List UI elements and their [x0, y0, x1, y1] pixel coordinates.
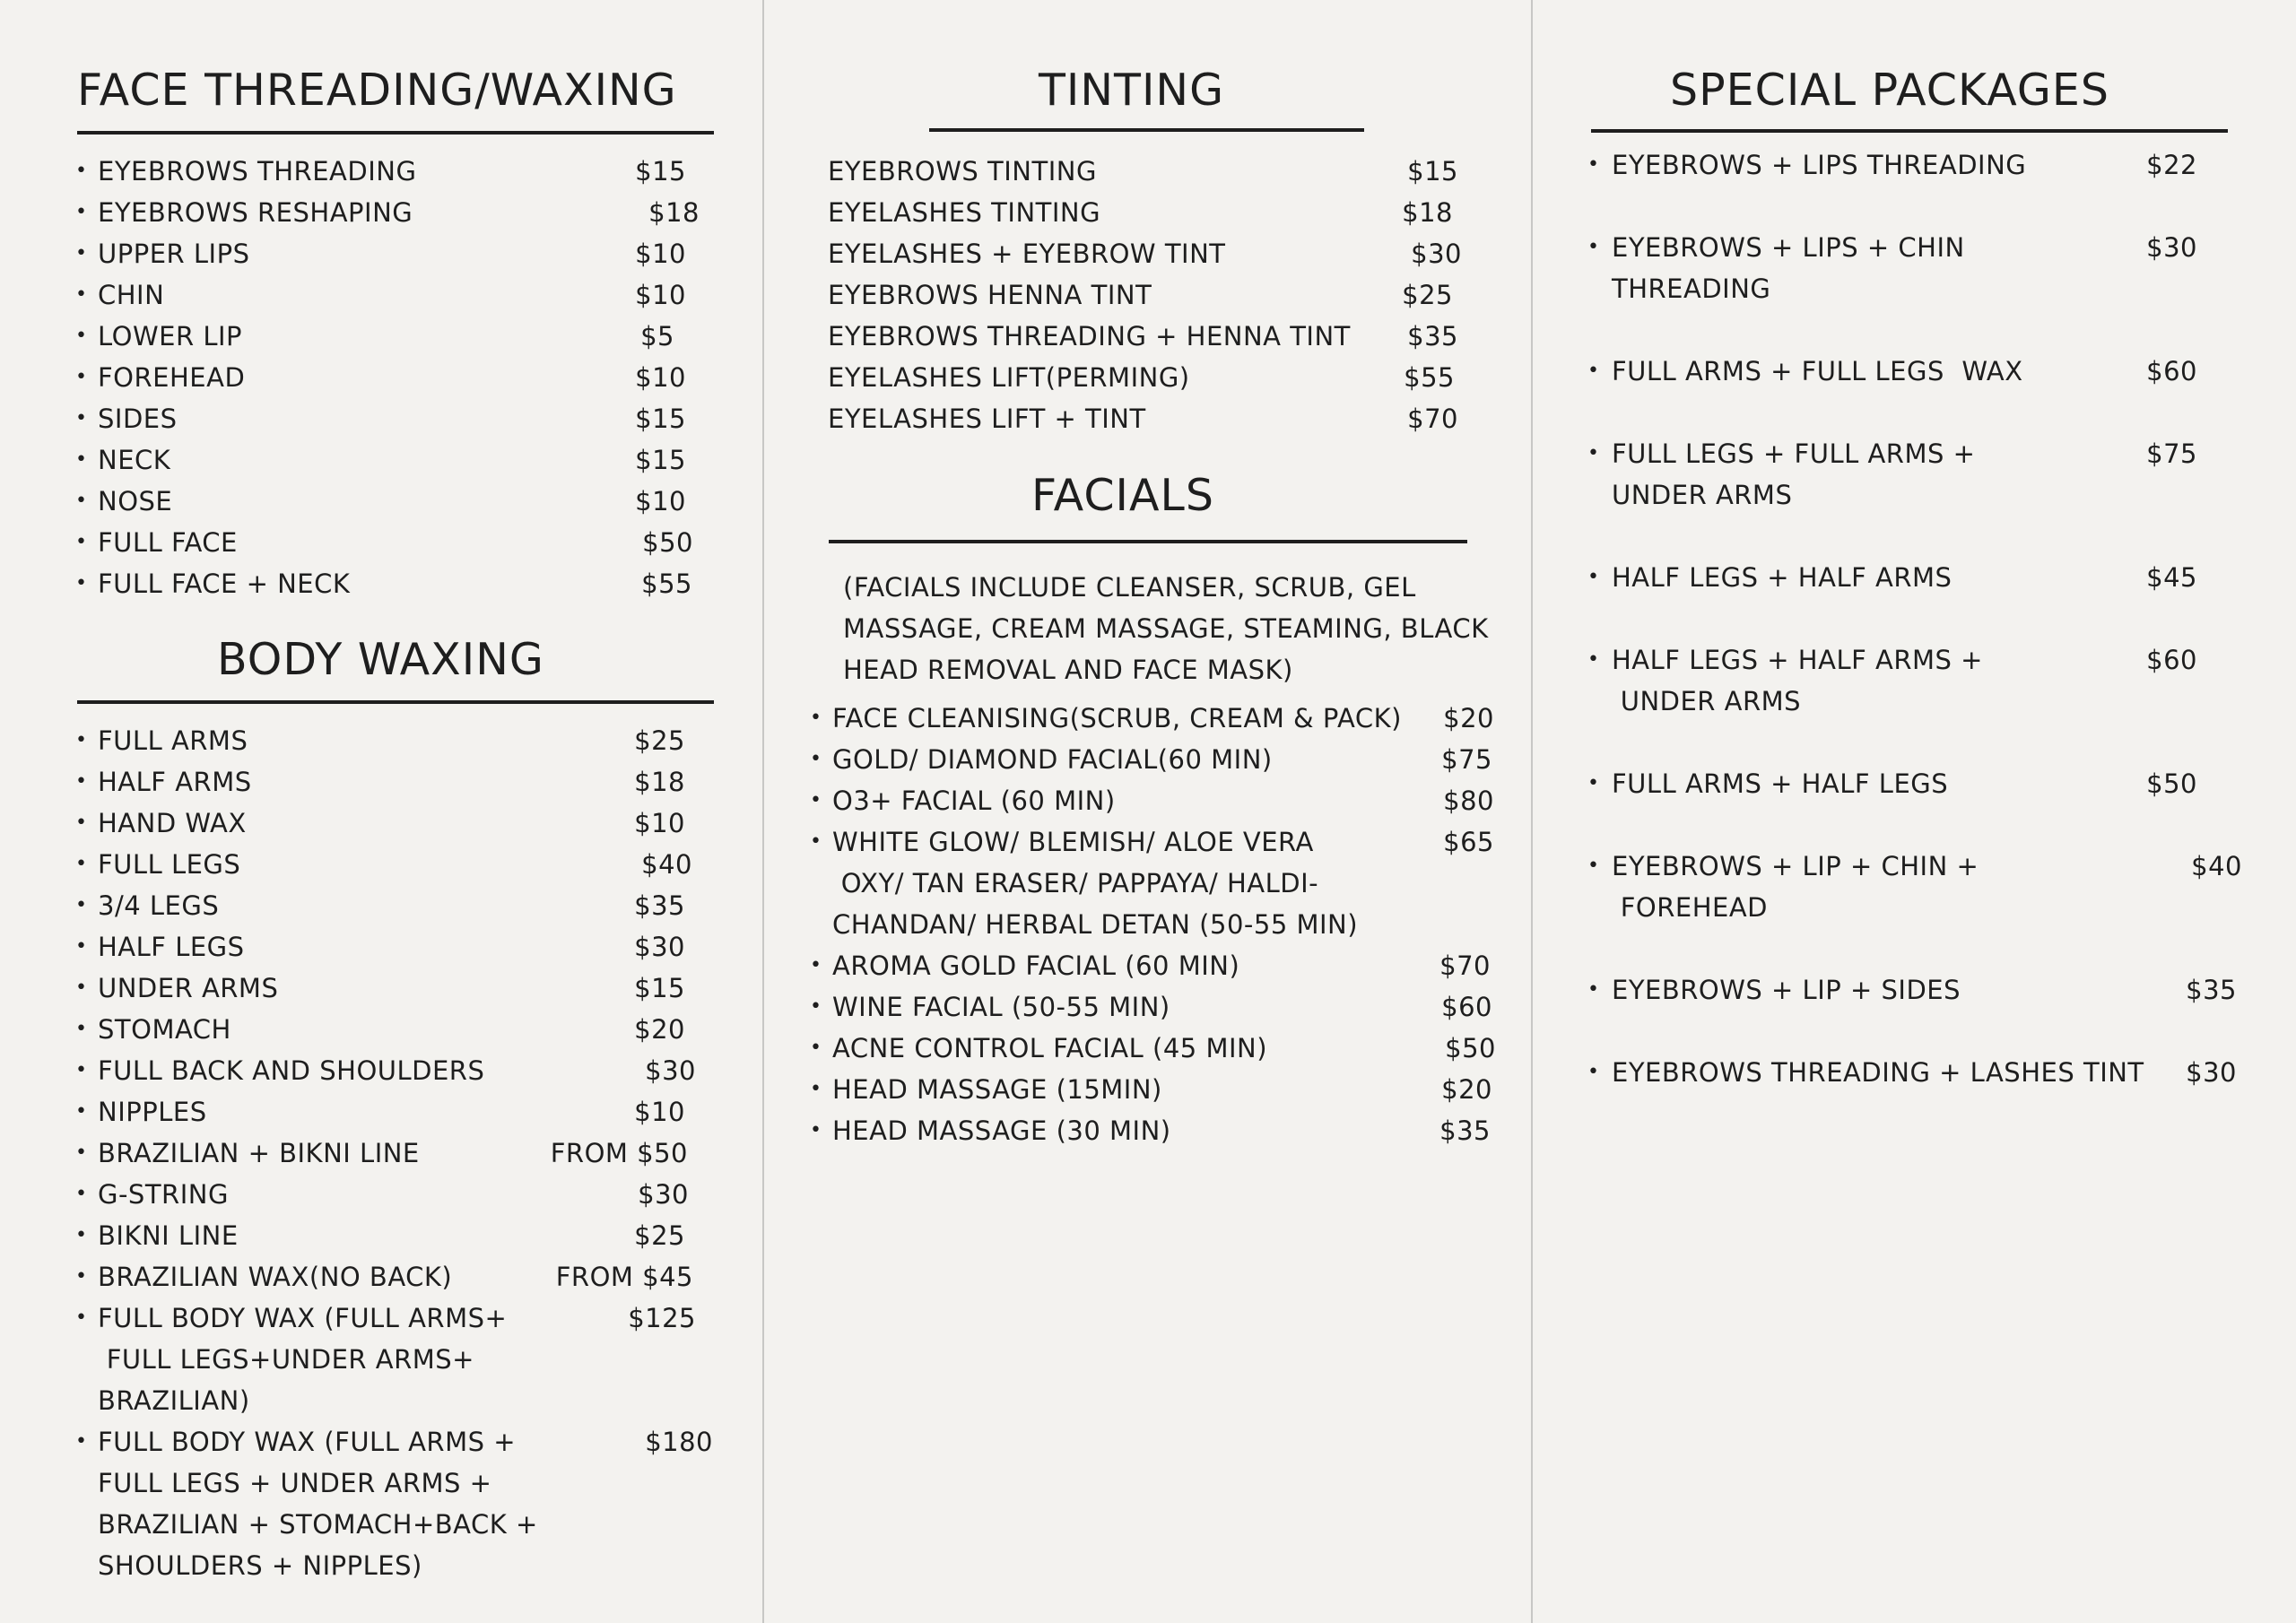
bullet-icon: • — [75, 283, 88, 306]
bullet-icon: • — [75, 1141, 88, 1164]
service-name: FULL LEGS + UNDER ARMS + — [98, 1468, 492, 1498]
service-price: $35 — [2186, 975, 2237, 1005]
service-name: EYELASHES LIFT(PERMING) — [828, 362, 1190, 393]
bullet-icon: • — [75, 770, 88, 793]
service-name: UNDER ARMS — [98, 973, 279, 1003]
service-price: $125 — [628, 1303, 696, 1333]
service-price: $45 — [2146, 562, 2197, 593]
service-price: $20 — [1441, 1074, 1492, 1105]
service-name: HEAD MASSAGE (30 MIN) — [832, 1115, 1171, 1146]
service-price: FROM $50 — [550, 1138, 688, 1168]
bullet-icon: • — [1587, 442, 1600, 464]
service-name: HALF LEGS + HALF ARMS + — [1612, 645, 1983, 675]
service-price: $55 — [641, 568, 692, 599]
service-price: $25 — [634, 725, 685, 756]
column-divider-1 — [762, 0, 764, 1623]
service-price: $70 — [1439, 950, 1491, 981]
service-price: $18 — [634, 767, 685, 797]
bullet-icon: • — [75, 853, 88, 875]
service-price: $35 — [1439, 1115, 1491, 1146]
bullet-icon: • — [75, 1183, 88, 1205]
service-name: NECK — [98, 445, 171, 475]
service-name: BRAZILIAN) — [98, 1385, 250, 1416]
service-price: $15 — [635, 156, 686, 187]
bullet-icon: • — [1587, 566, 1600, 588]
service-name: FULL LEGS — [98, 849, 241, 880]
service-name: UNDER ARMS — [1612, 480, 1793, 510]
service-name: NOSE — [98, 486, 173, 516]
service-name: EYEBROWS THREADING — [98, 156, 417, 187]
service-price: $15 — [634, 973, 685, 1003]
service-name: THREADING — [1612, 273, 1771, 304]
facials-note-line: MASSAGE, CREAM MASSAGE, STEAMING, BLACK — [843, 613, 1489, 644]
service-name: EYEBROWS + LIP + SIDES — [1612, 975, 1961, 1005]
service-price: $25 — [634, 1220, 685, 1251]
service-name: BRAZILIAN + STOMACH+BACK + — [98, 1509, 538, 1540]
bullet-icon: • — [75, 325, 88, 347]
service-price: $65 — [1443, 827, 1494, 857]
service-price: $80 — [1443, 785, 1494, 816]
service-price: $60 — [1441, 992, 1492, 1022]
service-name: FOREHEAD — [1612, 892, 1768, 923]
tinting-section-rule — [929, 128, 1364, 132]
service-name: BIKNI LINE — [98, 1220, 239, 1251]
service-name: EYEBROWS RESHAPING — [98, 197, 413, 228]
service-name: WHITE GLOW/ BLEMISH/ ALOE VERA — [832, 827, 1314, 857]
service-name: HALF LEGS + HALF ARMS — [1612, 562, 1952, 593]
service-price: $30 — [2146, 232, 2197, 263]
service-price: $35 — [1407, 321, 1458, 352]
service-name: BRAZILIAN WAX(NO BACK) — [98, 1262, 453, 1292]
body-section-title: BODY WAXING — [217, 634, 544, 685]
facials-section-rule — [829, 540, 1467, 543]
service-name: WINE FACIAL (50-55 MIN) — [832, 992, 1170, 1022]
facials-note-line: HEAD REMOVAL AND FACE MASK) — [843, 655, 1293, 685]
bullet-icon: • — [75, 407, 88, 430]
service-price: $15 — [635, 445, 686, 475]
service-price: $20 — [1443, 703, 1494, 733]
bullet-icon: • — [75, 1018, 88, 1040]
bullet-icon: • — [1587, 978, 1600, 1001]
bullet-icon: • — [810, 830, 822, 853]
bullet-icon: • — [1587, 153, 1600, 176]
service-price: $10 — [635, 362, 686, 393]
bullet-icon: • — [75, 1430, 88, 1453]
service-price: $10 — [634, 1097, 685, 1127]
facials-note — [843, 567, 1489, 690]
bullet-icon: • — [810, 1037, 822, 1059]
bullet-icon: • — [810, 789, 822, 812]
service-name: EYEBROWS TINTING — [828, 156, 1097, 187]
service-name: UNDER ARMS — [1612, 686, 1802, 716]
service-price: $25 — [1402, 280, 1453, 310]
bullet-icon: • — [1587, 648, 1600, 671]
service-price: FROM $45 — [555, 1262, 693, 1292]
packages-section-title: SPECIAL PACKAGES — [1670, 65, 2109, 116]
bullet-icon: • — [75, 366, 88, 388]
bullet-icon: • — [75, 1224, 88, 1246]
service-name: FULL FACE + NECK — [98, 568, 351, 599]
face-section-rule — [77, 131, 714, 135]
service-name: EYEBROWS THREADING + LASHES TINT — [1612, 1057, 2144, 1088]
service-name: HEAD MASSAGE (15MIN) — [832, 1074, 1162, 1105]
service-name: FULL ARMS — [98, 725, 248, 756]
bullet-icon: • — [75, 729, 88, 751]
service-price: $30 — [2186, 1057, 2237, 1088]
service-price: $40 — [2191, 851, 2242, 881]
service-name: SHOULDERS + NIPPLES) — [98, 1550, 422, 1581]
service-price: $50 — [2146, 768, 2197, 799]
service-name: STOMACH — [98, 1014, 231, 1045]
service-price: $30 — [634, 932, 685, 962]
service-name: FULL ARMS + HALF LEGS — [1612, 768, 1949, 799]
service-price: $10 — [634, 808, 685, 838]
service-name: FOREHEAD — [98, 362, 246, 393]
service-price: $50 — [642, 527, 693, 558]
bullet-icon: • — [75, 531, 88, 553]
bullet-icon: • — [75, 201, 88, 223]
service-price: $75 — [2146, 438, 2197, 469]
bullet-icon: • — [810, 1078, 822, 1100]
service-name: O3+ FACIAL (60 MIN) — [832, 785, 1116, 816]
bullet-icon: • — [75, 1100, 88, 1123]
bullet-icon: • — [810, 995, 822, 1018]
service-name: OXY/ TAN ERASER/ PAPPAYA/ HALDI- — [832, 868, 1319, 898]
bullet-icon: • — [1587, 855, 1600, 877]
service-price: $35 — [634, 890, 685, 921]
service-name: EYELASHES TINTING — [828, 197, 1101, 228]
bullet-icon: • — [810, 1119, 822, 1141]
service-name: 3/4 LEGS — [98, 890, 220, 921]
bullet-icon: • — [810, 954, 822, 976]
service-name: EYEBROWS HENNA TINT — [828, 280, 1152, 310]
service-name: FULL ARMS + FULL LEGS WAX — [1612, 356, 2023, 386]
column-divider-2 — [1531, 0, 1533, 1623]
service-name: EYEBROWS + LIP + CHIN + — [1612, 851, 1979, 881]
facials-note-line: (FACIALS INCLUDE CLEANSER, SCRUB, GEL — [843, 572, 1416, 603]
service-price: $10 — [635, 486, 686, 516]
service-name: EYELASHES LIFT + TINT — [828, 404, 1146, 434]
service-price: $50 — [1445, 1033, 1496, 1063]
service-name: EYEBROWS + LIPS THREADING — [1612, 150, 2027, 180]
service-price: $18 — [1402, 197, 1453, 228]
service-price: $55 — [1404, 362, 1455, 393]
bullet-icon: • — [810, 748, 822, 770]
body-section-rule — [77, 700, 714, 704]
service-name: FULL BACK AND SHOULDERS — [98, 1055, 485, 1086]
service-price: $60 — [2146, 356, 2197, 386]
service-name: ACNE CONTROL FACIAL (45 MIN) — [832, 1033, 1268, 1063]
service-name: HAND WAX — [98, 808, 247, 838]
service-name: FULL FACE — [98, 527, 238, 558]
bullet-icon: • — [75, 812, 88, 834]
service-name: EYEBROWS THREADING + HENNA TINT — [828, 321, 1351, 352]
bullet-icon: • — [75, 894, 88, 916]
service-price: $30 — [638, 1179, 689, 1210]
service-name: HALF LEGS — [98, 932, 245, 962]
service-name: CHANDAN/ HERBAL DETAN (50-55 MIN) — [832, 909, 1359, 940]
service-price: $10 — [635, 280, 686, 310]
service-price: $15 — [1407, 156, 1458, 187]
service-price: $75 — [1441, 744, 1492, 775]
tinting-section-title: TINTING — [1039, 65, 1225, 116]
service-name: GOLD/ DIAMOND FACIAL(60 MIN) — [832, 744, 1273, 775]
service-name: CHIN — [98, 280, 165, 310]
service-price: $70 — [1407, 404, 1458, 434]
service-name: FULL LEGS + FULL ARMS + — [1612, 438, 1976, 469]
service-name: LOWER LIP — [98, 321, 243, 352]
bullet-icon: • — [75, 448, 88, 471]
service-name: UPPER LIPS — [98, 239, 250, 269]
service-price: $30 — [1411, 239, 1462, 269]
facials-section-title: FACIALS — [1031, 470, 1214, 521]
service-name: G-STRING — [98, 1179, 229, 1210]
service-name: EYEBROWS + LIPS + CHIN — [1612, 232, 1965, 263]
bullet-icon: • — [75, 1306, 88, 1329]
service-price: $15 — [635, 404, 686, 434]
service-name: FULL BODY WAX (FULL ARMS+ — [98, 1303, 508, 1333]
bullet-icon: • — [1587, 236, 1600, 258]
face-section-title: FACE THREADING/WAXING — [77, 65, 677, 116]
bullet-icon: • — [75, 1265, 88, 1288]
service-price: $180 — [645, 1427, 713, 1457]
service-name: FULL BODY WAX (FULL ARMS + — [98, 1427, 517, 1457]
service-name: FACE CLEANISING(SCRUB, CREAM & PACK) — [832, 703, 1402, 733]
service-price: $5 — [640, 321, 674, 352]
packages-section-rule — [1591, 129, 2228, 133]
bullet-icon: • — [75, 976, 88, 999]
service-price: $22 — [2146, 150, 2197, 180]
service-name: BRAZILIAN + BIKNI LINE — [98, 1138, 420, 1168]
service-name: EYELASHES + EYEBROW TINT — [828, 239, 1226, 269]
bullet-icon: • — [1587, 360, 1600, 382]
bullet-icon: • — [75, 490, 88, 512]
service-name: FULL LEGS+UNDER ARMS+ — [98, 1344, 474, 1375]
service-name: SIDES — [98, 404, 178, 434]
bullet-icon: • — [75, 1059, 88, 1081]
service-price: $20 — [634, 1014, 685, 1045]
service-price: $60 — [2146, 645, 2197, 675]
bullet-icon: • — [75, 160, 88, 182]
service-price: $10 — [635, 239, 686, 269]
service-price: $40 — [641, 849, 692, 880]
service-price: $30 — [645, 1055, 696, 1086]
service-name: NIPPLES — [98, 1097, 207, 1127]
bullet-icon: • — [810, 707, 822, 729]
bullet-icon: • — [1587, 772, 1600, 794]
service-name: HALF ARMS — [98, 767, 252, 797]
service-name: AROMA GOLD FACIAL (60 MIN) — [832, 950, 1240, 981]
bullet-icon: • — [75, 935, 88, 958]
bullet-icon: • — [75, 572, 88, 595]
bullet-icon: • — [75, 242, 88, 265]
service-price: $18 — [648, 197, 700, 228]
bullet-icon: • — [1587, 1061, 1600, 1083]
